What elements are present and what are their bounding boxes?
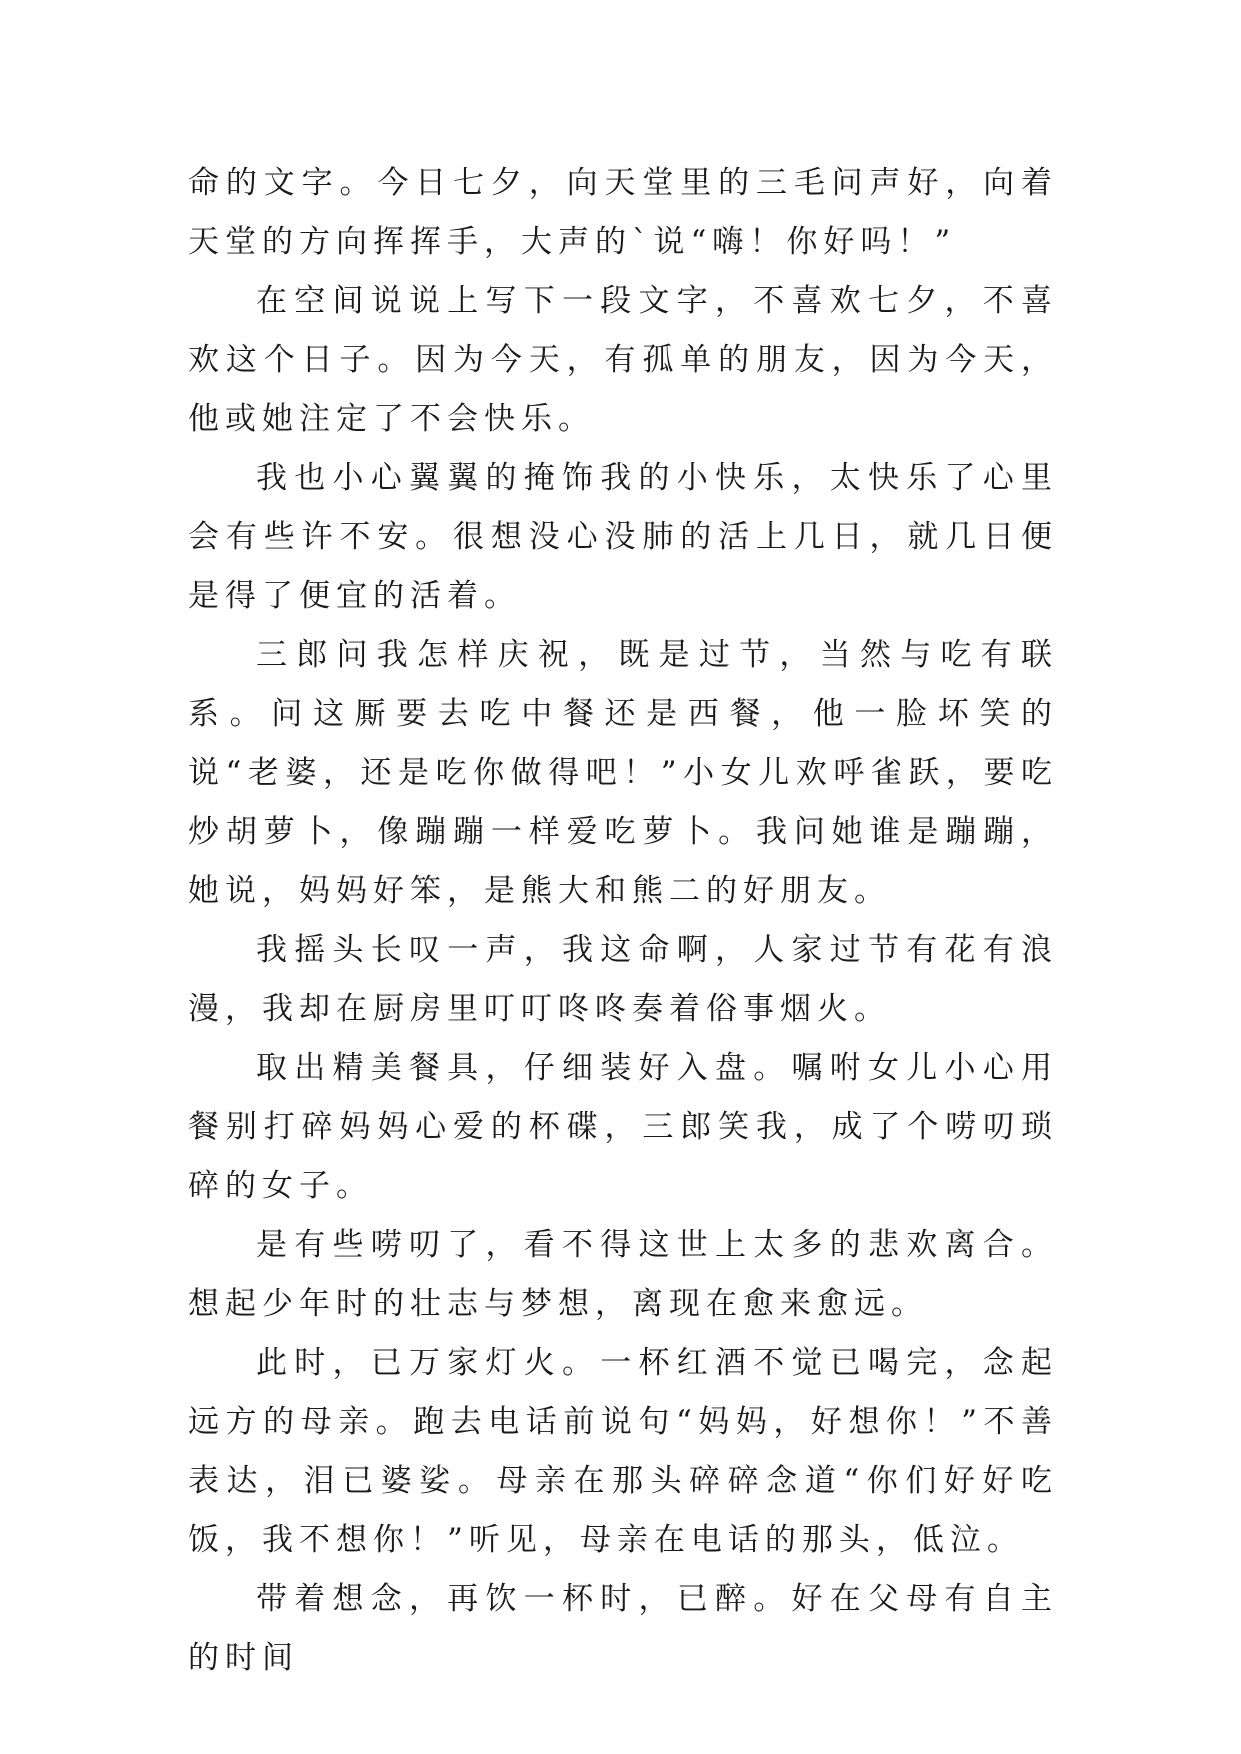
paragraph-9: 带着想念，再饮一杯时，已醉。好在父母有自主的时间	[188, 1581, 1058, 1676]
paragraph-5: 我摇头长叹一声，我这命啊，人家过节有花有浪漫，我却在厨房里叮叮咚咚奏着俗事烟火。	[188, 932, 1058, 1027]
paragraph-8: 此时，已万家灯火。一杯红酒不觉已喝完，念起远方的母亲。跑去电话前说句“妈妈，好想你！”不善表达，泪已婆娑。母亲在那头碎碎念道“你们好好吃饭，我不想你！”听见，母亲在电话的那头，低泣。	[188, 1345, 1058, 1558]
paragraph-7: 是有些唠叨了，看不得这世上太多的悲欢离合。想起少年时的壮志与梦想，离现在愈来愈远。	[188, 1227, 1058, 1322]
paragraph-3: 我也小心翼翼的掩饰我的小快乐，太快乐了心里会有些许不安。很想没心没肺的活上几日，就几日便是得了便宜的活着。	[188, 460, 1058, 614]
body-text	[188, 154, 1058, 1688]
paragraph-2: 在空间说说上写下一段文字，不喜欢七夕，不喜欢这个日子。因为今天，有孤单的朋友，因为今天，他或她注定了不会快乐。	[188, 283, 1058, 437]
paragraph-4: 三郎问我怎样庆祝，既是过节，当然与吃有联系。问这厮要去吃中餐还是西餐，他一脸坏笑的说“老婆，还是吃你做得吧！”小女儿欢呼雀跃，要吃炒胡萝卜，像蹦蹦一样爱吃萝卜。我问她谁是蹦蹦，她说，妈妈好笨，是熊大和熊二的好朋友。	[188, 637, 1058, 909]
paragraph-1: 命的文字。今日七夕，向天堂里的三毛问声好，向着天堂的方向挥挥手，大声的`说“嗨！你好吗！”	[188, 165, 1058, 260]
paragraph-6: 取出精美餐具，仔细装好入盘。嘱咐女儿小心用餐别打碎妈妈心爱的杯碟，三郎笑我，成了个唠叨琐碎的女子。	[188, 1050, 1058, 1204]
